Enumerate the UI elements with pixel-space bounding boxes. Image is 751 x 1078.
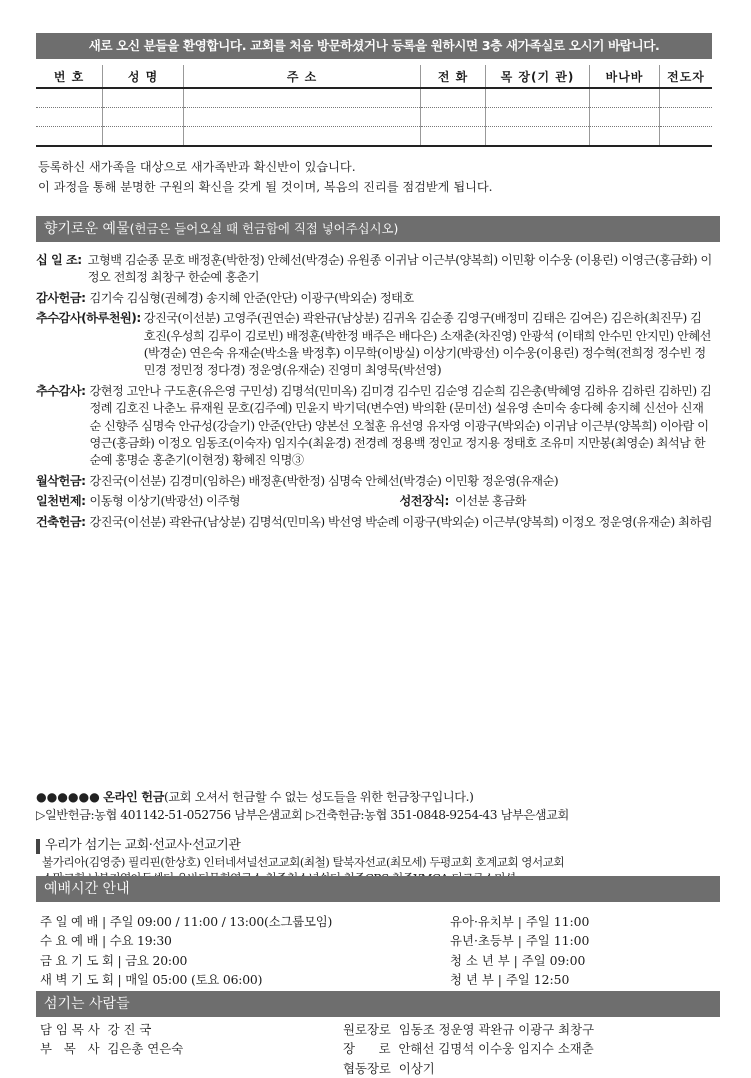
offering-names: 고형백 김순종 문호 배정훈(박한정) 안혜선(박경순) 유원종 이귀남 이근부(양복희) 이민황 이수웅 (이용린) 이영근(홍금화) 이정오 전희정 최창구 한순예 홍춘기 xyxy=(87,253,712,285)
list-item xyxy=(36,310,712,380)
assurance-note: 이 과정을 통해 분명한 구원의 확신을 갖게 될 것이며, 복음의 진리를 점검받게 됩니다. xyxy=(38,180,493,194)
elder-entry: 원로장로 임동조 정운영 곽완규 이광구 최창구 xyxy=(343,1022,595,1037)
servants-list xyxy=(40,1020,712,1078)
missions-title: 우리가 섬기는 교회·선교사·선교기관 xyxy=(45,838,241,853)
service-time: 주 일 예 배 | 주일 09:00 / 11:00 / 13:00(소그룹모임) xyxy=(40,914,333,929)
list-item xyxy=(40,970,712,989)
elder-entry: 협동장로 이상기 xyxy=(343,1060,435,1076)
online-offering-title: 온라인 헌금 xyxy=(103,790,165,804)
dept-time: 청 년 부 | 주일 12:50 xyxy=(450,972,570,988)
dept-time: 유년·초등부 | 주일 11:00 xyxy=(450,933,590,949)
service-time: 금 요 기 도 회 | 금요 20:00 xyxy=(40,952,188,968)
table-row xyxy=(36,88,712,108)
offering-label: 일천번제: xyxy=(36,494,86,509)
offering-names: 강현정 고안나 구도훈(유은영 구민성) 김명석(민미옥) 김미경 김수민 김순영 김순희 김은총(박혜영 김하유 김하린 김하민) 김정례 김호진 나춘노 류재원 문호(김주예) 민윤지 박기덕(변수연) 박의환 (문미선) 설유영 손미숙 송다혜 송지혜 신선아 신재순 신향주 심명숙 안규성(강슬기) 안준(안단) 양본선 오철훈 유선영 유자영 이광구(박외순) 이귀남 이근부(양복희) 이아람 이영근(홍금화) 이정오 임동조(이숙자) 임지수(최윤경) 전경례 정용백 정인교 정지용 정태호 조유미 지만봉(최영순) 최석남 한순예 홍명순 홍춘기(이현정) 황혜진 익명③ xyxy=(89,383,712,468)
online-offering-heading xyxy=(36,788,726,806)
list-item xyxy=(36,493,712,510)
online-offering xyxy=(36,788,726,824)
offerings-header xyxy=(36,216,720,242)
list-item xyxy=(36,473,712,490)
offerings-subtitle: (헌금은 들어오실 때 헌금함에 직접 넣어주십시오) xyxy=(129,221,399,236)
pastor-entry: 부 목 사 김은총 연은숙 xyxy=(40,1041,184,1057)
dept-time: 청 소 년 부 | 주일 09:00 xyxy=(450,952,586,968)
registration-header-row xyxy=(36,65,712,88)
worship-header xyxy=(36,876,720,902)
offering-label: 추수감사: xyxy=(36,383,86,398)
col-barnabas: 바나바 xyxy=(590,65,660,88)
offering-names: 이동형 이상기(박광선) 이주형 xyxy=(89,494,241,509)
offering-label: 건축헌금: xyxy=(36,514,86,529)
list-item xyxy=(36,252,712,287)
bank-accounts: ▷일반헌금:농협 401142-51-052756 남부은샘교회 ▷건축헌금:농협 351-0848-9254-43 남부은샘교회 xyxy=(36,808,569,822)
section-marker-icon xyxy=(36,839,40,854)
table-row xyxy=(36,127,712,147)
service-time: 새 벽 기 도 회 | 매일 05:00 (토요 06:00) xyxy=(40,972,263,988)
offerings-title: 향기로운 예물 xyxy=(44,221,130,237)
offering-label: 월삭헌금: xyxy=(36,473,86,488)
col-name: 성 명 xyxy=(103,65,184,88)
elder-entry: 장 로 안해선 김명석 이수웅 임지수 소재춘 xyxy=(343,1041,594,1057)
list-item xyxy=(40,1020,712,1039)
registration-table xyxy=(36,65,712,147)
offering-names: 김기숙 김심형(권혜경) 송지혜 안준(안단) 이광구(박외순) 정태호 xyxy=(89,290,414,305)
list-item xyxy=(40,951,712,970)
service-time: 수 요 예 배 | 수요 19:30 xyxy=(40,933,172,949)
worship-title: 예배시간 안내 xyxy=(44,881,130,897)
list-item xyxy=(36,514,712,531)
col-phone: 전 화 xyxy=(421,65,486,88)
offerings-list xyxy=(36,252,712,531)
offering-label: 성전장식: xyxy=(399,494,449,509)
col-address: 주 소 xyxy=(184,65,421,88)
col-evangelist: 전도자 xyxy=(660,65,713,88)
list-item xyxy=(40,931,712,950)
offering-names: 강진국(이선분) 곽완규(남상분) 김명석(민미옥) 박선영 박순례 이광구(박외순) 이근부(양복희) 이정오 정운영(유재순) 최하림 xyxy=(89,514,713,529)
list-item xyxy=(40,1039,712,1058)
list-item xyxy=(36,290,712,307)
new-family-note: 등록하신 새가족을 대상으로 새가족반과 확신반이 있습니다. xyxy=(38,160,356,174)
list-item xyxy=(36,383,712,470)
servants-header xyxy=(36,991,720,1017)
missions-heading xyxy=(36,838,726,854)
servants-title: 섬기는 사람들 xyxy=(44,996,130,1012)
missions-line: 불가리아(김영중) 필리핀(한상호) 인터네셔널선교교회(최철) 탈북자선교(최모세) 두평교회 호계교회 영서교회 xyxy=(42,855,565,869)
offering-label: 추수감사(하루천원): xyxy=(36,311,141,326)
dots-icon: ●●●●●● xyxy=(36,790,100,804)
welcome-banner: 새로 오신 분들을 환영합니다. 교회를 처음 방문하셨거나 등록을 원하시면 3층 새가족실로 오시기 바랍니다. xyxy=(36,33,712,59)
online-offering-desc: (교회 오셔서 헌금할 수 없는 성도들을 위한 헌금창구입니다.) xyxy=(164,790,474,804)
offering-names: 이선분 홍금화 xyxy=(454,494,526,509)
pastor-entry: 담 임 목 사 강 진 국 xyxy=(40,1022,152,1037)
worship-schedule xyxy=(40,912,712,990)
list-item xyxy=(40,912,712,931)
offering-names: 강진국(이선분) 고영주(권연순) 곽완규(남상분) 김귀옥 김순종 김영구(배정미 김태은 김여은) 김은하(최진무) 김호진(우성희 김루이 김로빈) 배정훈(박한정 배주은 배다은) 소재춘(차진영) 안광석 (이태희 안수민 안지민) 안혜선(박경순) 연은숙 유재순(박소율 박정후) 이무학(이방실) 이상기(박광선) 이수웅(이용린) 정수혁(전희정 정수빈 정민경 정민정 정다경) 정운영(유재순) 진영미 최영묵(박선영) xyxy=(143,311,711,378)
offering-names: 강진국(이선분) 김경미(임하은) 배정훈(박한정) 심명숙 안혜선(박경순) 이민황 정운영(유재순) xyxy=(89,473,559,488)
col-number: 번 호 xyxy=(36,65,103,88)
col-cell-group: 목 장(기 관) xyxy=(486,65,590,88)
offering-label: 십 일 조: xyxy=(36,253,82,267)
offering-label: 감사헌금: xyxy=(36,290,86,305)
dept-time: 유아·유치부 | 주일 11:00 xyxy=(450,914,590,929)
table-row xyxy=(36,108,712,127)
